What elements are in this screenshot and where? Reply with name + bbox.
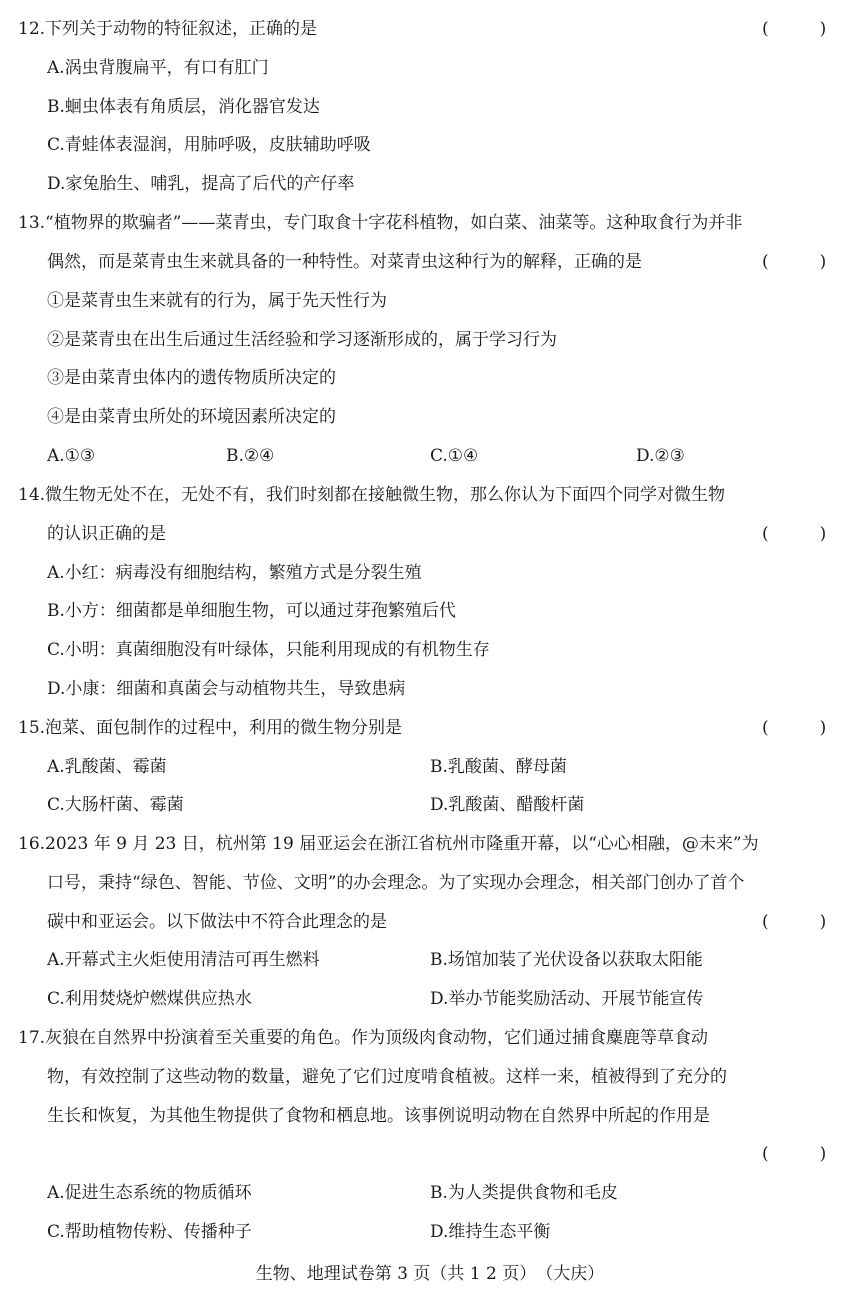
q14-option-b: B.小方：细菌都是单细胞生物，可以通过芽孢繁殖后代 xyxy=(47,601,456,621)
q17-option-b: B.为人类提供食物和毛皮 xyxy=(430,1183,618,1203)
q13-option-c: C.①④ xyxy=(430,446,479,466)
q14-stem-line2: 的认识正确的是 xyxy=(47,524,166,544)
q13-statement-2: ②是菜青虫在出生后通过生活经验和学习逐渐形成的，属于学习行为 xyxy=(47,330,557,350)
q13-option-d: D.②③ xyxy=(636,446,685,466)
q16-option-c: C.利用焚烧炉燃煤供应热水 xyxy=(47,989,252,1009)
q14-option-c: C.小明：真菌细胞没有叶绿体，只能利用现成的有机物生存 xyxy=(47,640,490,660)
q13-option-a: A.①③ xyxy=(47,446,96,466)
q16-answer-bracket: ( ) xyxy=(762,912,827,932)
q12-option-c: C.青蛙体表湿润，用肺呼吸，皮肤辅助呼吸 xyxy=(47,135,371,155)
q14-option-d: D.小康：细菌和真菌会与动植物共生，导致患病 xyxy=(47,679,406,699)
q12-stem: 12.下列关于动物的特征叙述，正确的是 xyxy=(18,19,318,39)
q16-option-a: A.开幕式主火炬使用清洁可再生燃料 xyxy=(47,950,320,970)
q15-option-d: D.乳酸菌、醋酸杆菌 xyxy=(430,795,585,815)
q12-option-b: B.蛔虫体表有角质层，消化器官发达 xyxy=(47,97,320,117)
q15-stem: 15.泡菜、面包制作的过程中，利用的微生物分别是 xyxy=(18,718,403,738)
q12-answer-bracket: ( ) xyxy=(762,19,827,39)
q15-option-a: A.乳酸菌、霉菌 xyxy=(47,757,167,777)
q15-option-b: B.乳酸菌、酵母菌 xyxy=(430,757,567,777)
q13-statement-4: ④是由菜青虫所处的环境因素所决定的 xyxy=(47,407,336,427)
q17-option-a: A.促进生态系统的物质循环 xyxy=(47,1183,252,1203)
q14-option-a: A.小红：病毒没有细胞结构，繁殖方式是分裂生殖 xyxy=(47,563,422,583)
q14-stem-line1: 14.微生物无处不在，无处不有，我们时刻都在接触微生物，那么你认为下面四个同学对微生物 xyxy=(18,485,726,505)
q17-option-d: D.维持生态平衡 xyxy=(430,1222,551,1242)
q16-option-d: D.举办节能奖励活动、开展节能宣传 xyxy=(430,989,704,1009)
q14-answer-bracket: ( ) xyxy=(762,524,827,544)
q13-statement-3: ③是由菜青虫体内的遗传物质所决定的 xyxy=(47,368,336,388)
q17-option-c: C.帮助植物传粉、传播种子 xyxy=(47,1222,252,1242)
q12-option-a: A.涡虫背腹扁平，有口有肛门 xyxy=(47,58,269,78)
q16-stem-line1: 16.2023 年 9 月 23 日，杭州第 19 届亚运会在浙江省杭州市隆重开幕，以“心心相融，@未来”为 xyxy=(18,834,759,854)
q17-stem-line2: 物，有效控制了这些动物的数量，避免了它们过度啃食植被。这样一来，植被得到了充分的 xyxy=(47,1067,727,1087)
q13-stem-line1: 13.“植物界的欺骗者”——菜青虫，专门取食十字花科植物，如白菜、油菜等。这种取食行为并非 xyxy=(18,213,743,233)
q15-option-c: C.大肠杆菌、霉菌 xyxy=(47,795,184,815)
q12-option-d: D.家兔胎生、哺乳，提高了后代的产仔率 xyxy=(47,174,355,194)
q16-option-b: B.场馆加装了光伏设备以获取太阳能 xyxy=(430,950,703,970)
q15-answer-bracket: ( ) xyxy=(762,718,827,738)
q13-statement-1: ①是菜青虫生来就有的行为，属于先天性行为 xyxy=(47,291,387,311)
q17-stem-line1: 17.灰狼在自然界中扮演着至关重要的角色。作为顶级肉食动物，它们通过捕食麋鹿等草食动 xyxy=(18,1028,709,1048)
q13-answer-bracket: ( ) xyxy=(762,252,827,272)
page-footer: 生物、地理试卷第 3 页（共 1 2 页） （大庆） xyxy=(255,1264,605,1284)
q13-option-b: B.②④ xyxy=(226,446,275,466)
q13-stem-line2: 偶然，而是菜青虫生来就具备的一种特性。对菜青虫这种行为的解释，正确的是 xyxy=(47,252,642,272)
q16-stem-line3: 碳中和亚运会。以下做法中不符合此理念的是 xyxy=(47,912,387,932)
q17-stem-line3: 生长和恢复，为其他生物提供了食物和栖息地。该事例说明动物在自然界中所起的作用是 xyxy=(47,1106,710,1126)
q17-answer-bracket: ( ) xyxy=(762,1144,827,1164)
q16-stem-line2: 口号，秉持“绿色、智能、节俭、文明”的办会理念。为了实现办会理念，相关部门创办了首个 xyxy=(47,873,745,893)
